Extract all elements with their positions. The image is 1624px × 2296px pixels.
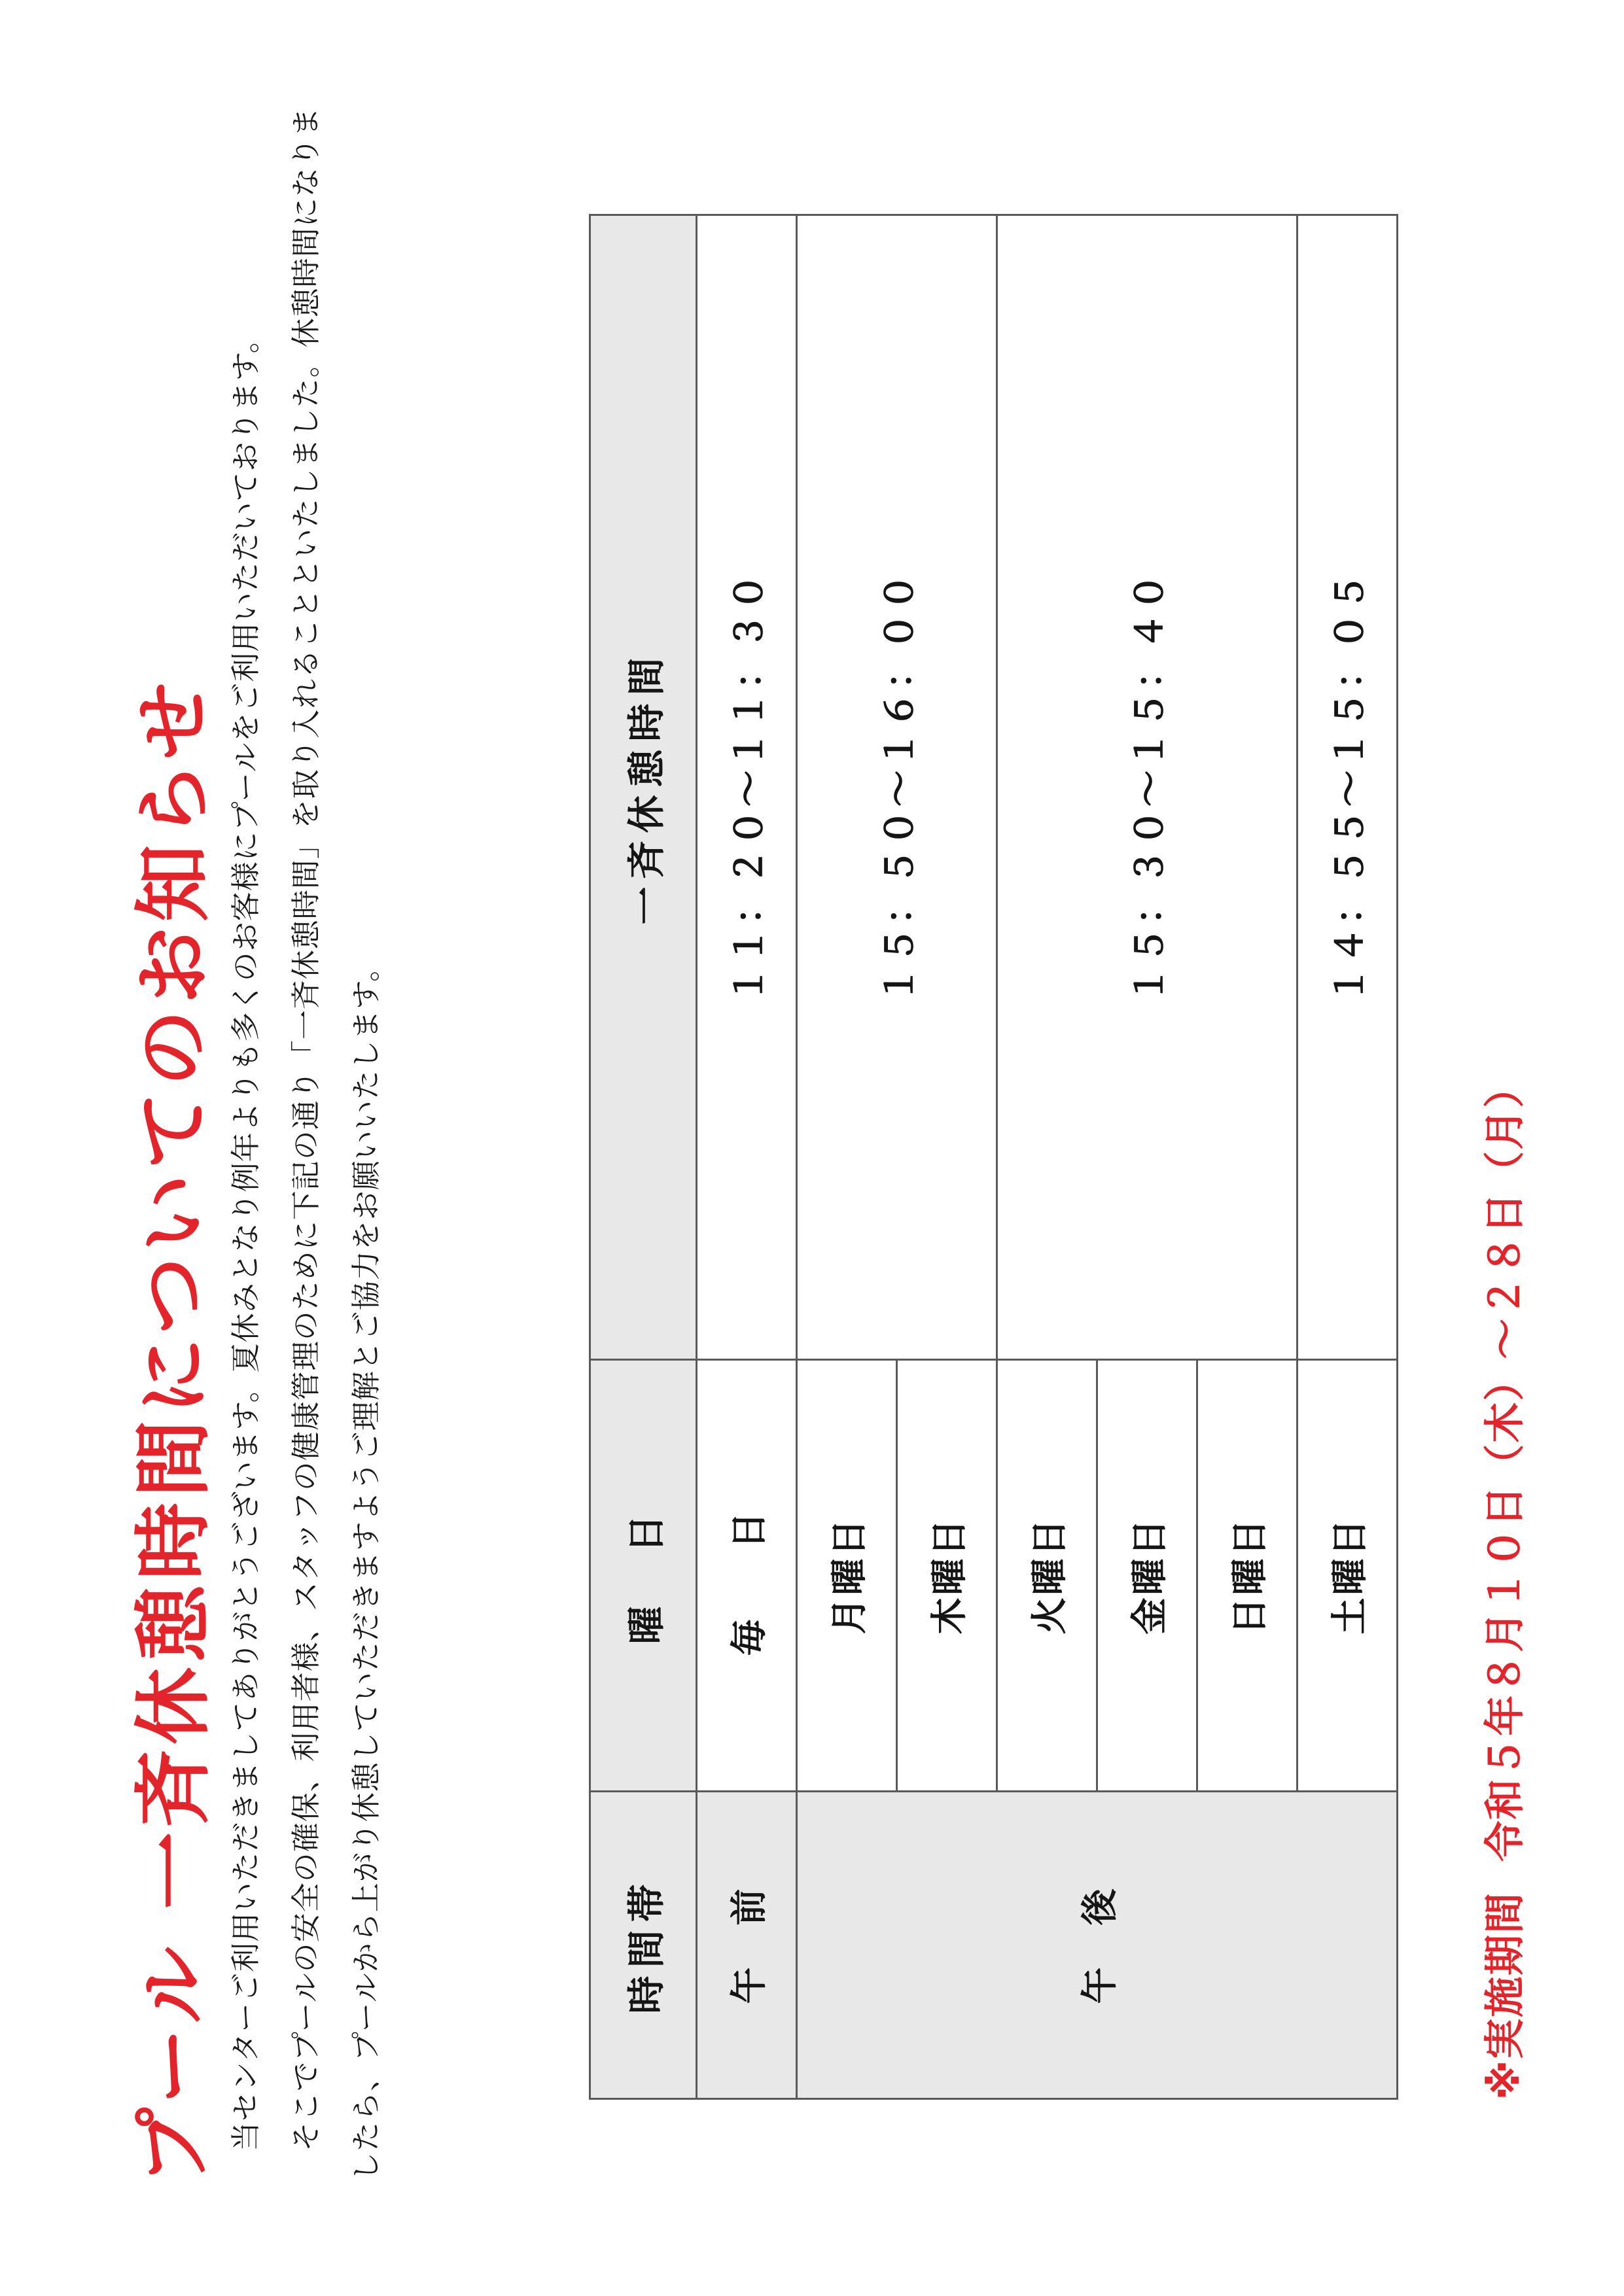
cell-day-everyday: 毎 日 <box>697 1360 797 1792</box>
cell-day-thursday: 木曜日 <box>897 1360 997 1792</box>
cell-day-monday: 月曜日 <box>797 1360 897 1792</box>
cell-time-morning: １１：２０～１１：３０ <box>697 215 797 1360</box>
body-text <box>216 101 397 2182</box>
column-header-day: 曜 日 <box>590 1360 697 1792</box>
table-header-row <box>590 215 697 2099</box>
cell-time-saturday: １４：５５～１５：０５ <box>1297 215 1398 1360</box>
cell-time-tue-fri-sun: １５：３０～１５：４０ <box>997 215 1297 1360</box>
table-row <box>797 215 897 2099</box>
cell-time-mon-thu: １５：５０～１６：００ <box>797 215 997 1360</box>
body-paragraph-2: そこでプールの安全の確保、利用者様、スタッフの健康管理のために下記の通り「一斉休憩時間」を取り入れることといたしました。休憩時間になりましたら、プールから上がり休憩していただきますようご理解とご協力をお願いいたします。 <box>289 107 383 2182</box>
page-title: プール 一斉休憩時間についてのお知らせ <box>128 676 219 2185</box>
table-row <box>697 215 797 2099</box>
cell-day-friday: 金曜日 <box>1097 1360 1197 1792</box>
cell-day-tuesday: 火曜日 <box>997 1360 1097 1792</box>
schedule-table-container <box>589 216 1398 2100</box>
column-header-break-time: 一斉休憩時間 <box>590 215 697 1360</box>
column-header-period: 時間帯 <box>590 1792 697 2099</box>
cell-day-saturday: 土曜日 <box>1297 1360 1398 1792</box>
schedule-table <box>589 214 1398 2100</box>
cell-period-afternoon: 午 後 <box>797 1792 1398 2099</box>
implementation-period-note <box>1472 1066 1530 2100</box>
implementation-period-label: ※実施期間 <box>1481 1891 1528 2100</box>
body-paragraph-1: 当センターご利用いただきましてありがとうございます。夏休みとなり例年よりも多くのお客様にプールをご利用いただいております。 <box>228 323 263 2151</box>
cell-period-morning: 午 前 <box>697 1792 797 2099</box>
cell-day-sunday: 日曜日 <box>1197 1360 1297 1792</box>
implementation-period-value: 令和５年８月１０日（木）～２８日（月） <box>1481 1066 1528 1862</box>
